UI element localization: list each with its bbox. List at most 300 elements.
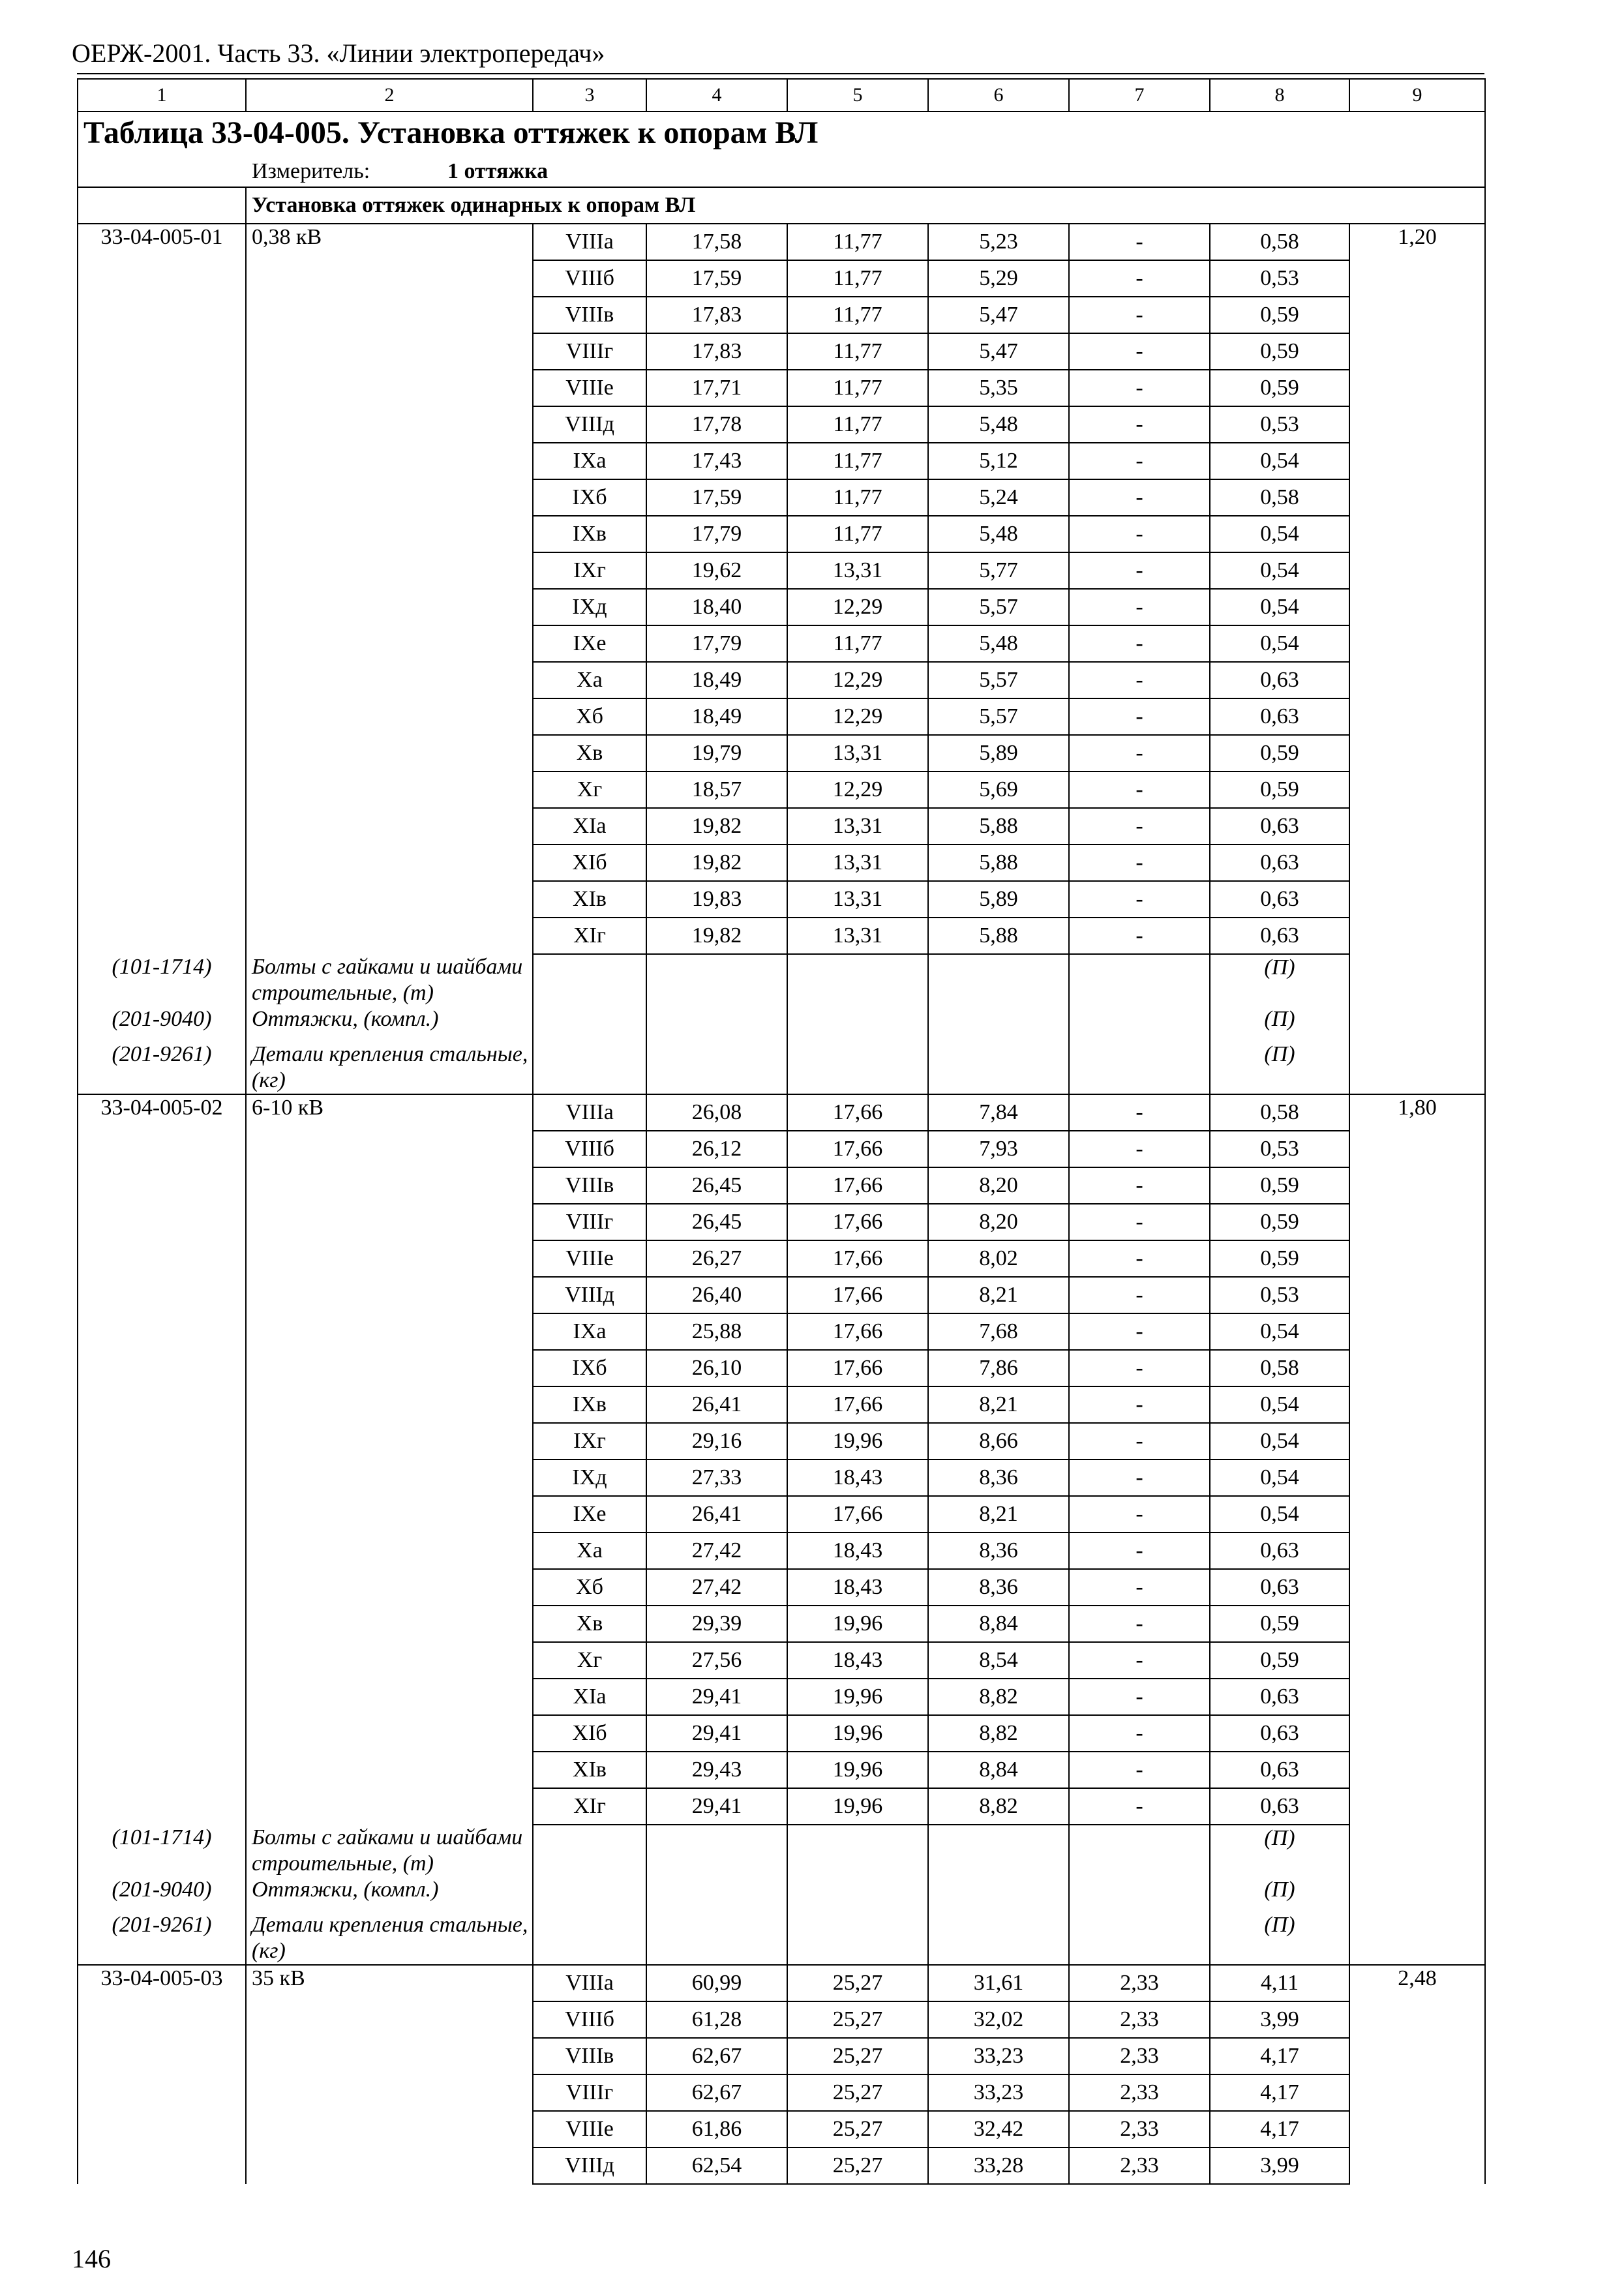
- value-cell: -: [1069, 1606, 1210, 1642]
- value-cell: 0,54: [1210, 1386, 1349, 1423]
- column-number: 2: [246, 79, 533, 112]
- empty-cell: [1069, 1877, 1210, 1912]
- ground-category: VIIIг: [533, 2074, 646, 2111]
- measure-cell: [78, 157, 1485, 187]
- value-cell: 18,49: [646, 698, 787, 735]
- empty-cell: [533, 1825, 646, 1877]
- value-cell: 8,21: [928, 1277, 1069, 1313]
- empty-cell: [928, 1877, 1069, 1912]
- value-cell: 19,82: [646, 845, 787, 881]
- value-cell: 12,29: [787, 662, 928, 698]
- value-cell: 0,63: [1210, 698, 1349, 735]
- value-cell: 0,63: [1210, 845, 1349, 881]
- value-cell: 8,82: [928, 1679, 1069, 1715]
- value-cell: 25,88: [646, 1313, 787, 1350]
- value-cell: 11,77: [787, 224, 928, 260]
- value-cell: -: [1069, 516, 1210, 552]
- value-cell: -: [1069, 1350, 1210, 1386]
- ground-category: XIв: [533, 881, 646, 918]
- value-cell: 11,77: [787, 333, 928, 370]
- value-cell: 0,63: [1210, 1715, 1349, 1752]
- value-cell: 0,63: [1210, 662, 1349, 698]
- value-cell: 4,17: [1210, 2111, 1349, 2147]
- section-row: [78, 187, 1485, 224]
- value-cell: 0,59: [1210, 1240, 1349, 1277]
- value-cell: 60,99: [646, 1965, 787, 2001]
- value-cell: 17,78: [646, 406, 787, 443]
- measure-row: [78, 157, 1485, 187]
- value-cell: -: [1069, 735, 1210, 771]
- value-cell: 8,21: [928, 1386, 1069, 1423]
- resource-row: [78, 1006, 1485, 1041]
- value-cell: 11,77: [787, 297, 928, 333]
- ground-category: VIIIг: [533, 333, 646, 370]
- empty-cell: [1069, 1006, 1210, 1041]
- value-cell: 5,47: [928, 297, 1069, 333]
- resource-code: (201-9040): [78, 1877, 246, 1912]
- data-row: [78, 1094, 1485, 1131]
- column-number: 6: [928, 79, 1069, 112]
- value-cell: 26,12: [646, 1131, 787, 1167]
- value-cell: -: [1069, 370, 1210, 406]
- value-cell: -: [1069, 297, 1210, 333]
- col9-value: 1,20: [1349, 224, 1485, 1094]
- empty-cell: [646, 1041, 787, 1094]
- value-cell: 0,63: [1210, 881, 1349, 918]
- ground-category: IXб: [533, 479, 646, 516]
- value-cell: 17,83: [646, 297, 787, 333]
- value-cell: -: [1069, 333, 1210, 370]
- resource-name: Детали крепления стальные, (кг): [246, 1912, 533, 1965]
- ground-category: Xб: [533, 1569, 646, 1606]
- ground-category: VIIIв: [533, 1167, 646, 1204]
- resource-code: (201-9040): [78, 1006, 246, 1041]
- value-cell: 0,59: [1210, 1204, 1349, 1240]
- empty-cell: [1069, 954, 1210, 1006]
- value-cell: 33,28: [928, 2147, 1069, 2184]
- value-cell: -: [1069, 1752, 1210, 1788]
- value-cell: 13,31: [787, 845, 928, 881]
- value-cell: 17,66: [787, 1496, 928, 1533]
- value-cell: 11,77: [787, 406, 928, 443]
- value-cell: 12,29: [787, 589, 928, 625]
- value-cell: 29,41: [646, 1715, 787, 1752]
- value-cell: -: [1069, 260, 1210, 297]
- column-number: 4: [646, 79, 787, 112]
- value-cell: -: [1069, 443, 1210, 479]
- resource-value: (П): [1210, 1825, 1349, 1877]
- value-cell: 19,96: [787, 1606, 928, 1642]
- ground-category: VIIIб: [533, 260, 646, 297]
- value-cell: -: [1069, 918, 1210, 954]
- value-cell: 5,57: [928, 662, 1069, 698]
- value-cell: 0,59: [1210, 333, 1349, 370]
- value-cell: 17,59: [646, 479, 787, 516]
- value-cell: 26,08: [646, 1094, 787, 1131]
- value-cell: 17,43: [646, 443, 787, 479]
- resource-name: Оттяжки, (компл.): [246, 1006, 533, 1041]
- value-cell: 5,48: [928, 516, 1069, 552]
- value-cell: 0,63: [1210, 1679, 1349, 1715]
- value-cell: 11,77: [787, 516, 928, 552]
- running-header: ОЕРЖ-2001. Часть 33. «Линии электропередач»: [72, 38, 605, 68]
- data-row: [78, 224, 1485, 260]
- ground-category: VIIIв: [533, 297, 646, 333]
- value-cell: 8,20: [928, 1204, 1069, 1240]
- value-cell: 0,54: [1210, 589, 1349, 625]
- value-cell: 0,54: [1210, 1313, 1349, 1350]
- value-cell: 29,39: [646, 1606, 787, 1642]
- value-cell: -: [1069, 808, 1210, 845]
- ground-category: Xв: [533, 1606, 646, 1642]
- resource-code: (101-1714): [78, 1825, 246, 1877]
- resource-row: [78, 1825, 1485, 1877]
- value-cell: 5,24: [928, 479, 1069, 516]
- value-cell: 19,96: [787, 1679, 928, 1715]
- value-cell: 19,96: [787, 1715, 928, 1752]
- ground-category: Xг: [533, 1642, 646, 1679]
- value-cell: 0,54: [1210, 516, 1349, 552]
- ground-category: IXв: [533, 516, 646, 552]
- section-title: Установка оттяжек одинарных к опорам ВЛ: [246, 187, 1485, 224]
- value-cell: 19,83: [646, 881, 787, 918]
- value-cell: 8,36: [928, 1569, 1069, 1606]
- value-cell: 29,41: [646, 1679, 787, 1715]
- value-cell: 8,54: [928, 1642, 1069, 1679]
- resource-value: (П): [1210, 1877, 1349, 1912]
- col9-value: 1,80: [1349, 1094, 1485, 1965]
- ground-category: XIв: [533, 1752, 646, 1788]
- value-cell: 62,67: [646, 2074, 787, 2111]
- empty-cell: [533, 1877, 646, 1912]
- value-cell: 0,59: [1210, 735, 1349, 771]
- value-cell: 17,66: [787, 1131, 928, 1167]
- value-cell: 7,68: [928, 1313, 1069, 1350]
- resource-name: Болты с гайками и шайбами строительные, (т): [246, 1825, 533, 1877]
- value-cell: 18,43: [787, 1533, 928, 1569]
- value-cell: 3,99: [1210, 2001, 1349, 2038]
- ground-category: VIIIд: [533, 406, 646, 443]
- value-cell: 26,45: [646, 1167, 787, 1204]
- value-cell: 26,40: [646, 1277, 787, 1313]
- value-cell: 19,82: [646, 918, 787, 954]
- value-cell: -: [1069, 552, 1210, 589]
- value-cell: 13,31: [787, 552, 928, 589]
- ground-category: VIIIа: [533, 1094, 646, 1131]
- value-cell: 17,66: [787, 1386, 928, 1423]
- rate-code: 33-04-005-01: [78, 224, 246, 954]
- resource-name: Оттяжки, (компл.): [246, 1877, 533, 1912]
- value-cell: 0,63: [1210, 1533, 1349, 1569]
- value-cell: -: [1069, 1386, 1210, 1423]
- value-cell: 2,33: [1069, 2111, 1210, 2147]
- page-number: 146: [72, 2244, 111, 2273]
- value-cell: 0,54: [1210, 625, 1349, 662]
- value-cell: 2,33: [1069, 2074, 1210, 2111]
- value-cell: 12,29: [787, 698, 928, 735]
- value-cell: 29,16: [646, 1423, 787, 1459]
- value-cell: -: [1069, 881, 1210, 918]
- ground-category: IXа: [533, 443, 646, 479]
- value-cell: 13,31: [787, 918, 928, 954]
- value-cell: -: [1069, 1277, 1210, 1313]
- value-cell: 5,35: [928, 370, 1069, 406]
- ground-category: XIг: [533, 918, 646, 954]
- value-cell: -: [1069, 771, 1210, 808]
- value-cell: -: [1069, 1094, 1210, 1131]
- value-cell: -: [1069, 1204, 1210, 1240]
- ground-category: Xа: [533, 662, 646, 698]
- value-cell: -: [1069, 1788, 1210, 1825]
- value-cell: 5,69: [928, 771, 1069, 808]
- value-cell: 0,59: [1210, 297, 1349, 333]
- value-cell: 27,33: [646, 1459, 787, 1496]
- value-cell: 26,45: [646, 1204, 787, 1240]
- header-rule: [77, 73, 1484, 74]
- empty-cell: [1069, 1912, 1210, 1965]
- value-cell: -: [1069, 1423, 1210, 1459]
- resource-value: (П): [1210, 1912, 1349, 1965]
- value-cell: -: [1069, 1167, 1210, 1204]
- value-cell: 8,84: [928, 1606, 1069, 1642]
- value-cell: 62,67: [646, 2038, 787, 2074]
- ground-category: VIIIб: [533, 2001, 646, 2038]
- col9-value: 2,48: [1349, 1965, 1485, 2184]
- value-cell: 19,96: [787, 1788, 928, 1825]
- value-cell: 5,88: [928, 918, 1069, 954]
- value-cell: 27,42: [646, 1569, 787, 1606]
- value-cell: 0,53: [1210, 406, 1349, 443]
- value-cell: -: [1069, 845, 1210, 881]
- value-cell: 17,66: [787, 1277, 928, 1313]
- resource-value: (П): [1210, 954, 1349, 1006]
- value-cell: 11,77: [787, 625, 928, 662]
- value-cell: 19,62: [646, 552, 787, 589]
- empty-cell: [646, 1877, 787, 1912]
- value-cell: 0,59: [1210, 370, 1349, 406]
- value-cell: -: [1069, 1131, 1210, 1167]
- measure-value: 1 оттяжка: [447, 159, 549, 183]
- resource-row: [78, 1912, 1485, 1965]
- ground-category: Xг: [533, 771, 646, 808]
- ground-category: XIб: [533, 845, 646, 881]
- value-cell: 0,53: [1210, 1131, 1349, 1167]
- value-cell: -: [1069, 224, 1210, 260]
- resource-value: (П): [1210, 1006, 1349, 1041]
- resource-name: Болты с гайками и шайбами строительные, (т): [246, 954, 533, 1006]
- value-cell: 18,43: [787, 1642, 928, 1679]
- resource-code: (201-9261): [78, 1912, 246, 1965]
- value-cell: 5,77: [928, 552, 1069, 589]
- value-cell: 2,33: [1069, 2147, 1210, 2184]
- rate-name: 6-10 кВ: [246, 1094, 533, 1825]
- ground-category: Xв: [533, 735, 646, 771]
- value-cell: 0,58: [1210, 479, 1349, 516]
- ground-category: Xа: [533, 1533, 646, 1569]
- empty-cell: [787, 1825, 928, 1877]
- value-cell: 0,53: [1210, 1277, 1349, 1313]
- value-cell: -: [1069, 479, 1210, 516]
- empty-cell: [787, 1006, 928, 1041]
- table-cell: [78, 187, 246, 224]
- value-cell: 5,89: [928, 735, 1069, 771]
- ground-category: IXа: [533, 1313, 646, 1350]
- value-cell: 33,23: [928, 2038, 1069, 2074]
- column-number: 3: [533, 79, 646, 112]
- ground-category: IXб: [533, 1350, 646, 1386]
- value-cell: 0,63: [1210, 1788, 1349, 1825]
- value-cell: 17,79: [646, 625, 787, 662]
- value-cell: 0,59: [1210, 1606, 1349, 1642]
- value-cell: 17,79: [646, 516, 787, 552]
- value-cell: 7,93: [928, 1131, 1069, 1167]
- value-cell: 11,77: [787, 479, 928, 516]
- resource-row: [78, 1877, 1485, 1912]
- value-cell: 8,82: [928, 1715, 1069, 1752]
- empty-cell: [533, 1041, 646, 1094]
- ground-category: VIIIд: [533, 1277, 646, 1313]
- value-cell: 17,66: [787, 1313, 928, 1350]
- empty-cell: [646, 1006, 787, 1041]
- value-cell: 17,58: [646, 224, 787, 260]
- value-cell: 0,63: [1210, 1752, 1349, 1788]
- value-cell: 8,82: [928, 1788, 1069, 1825]
- value-cell: 0,58: [1210, 224, 1349, 260]
- value-cell: 8,21: [928, 1496, 1069, 1533]
- value-cell: -: [1069, 589, 1210, 625]
- value-cell: 0,58: [1210, 1094, 1349, 1131]
- value-cell: -: [1069, 698, 1210, 735]
- value-cell: 29,41: [646, 1788, 787, 1825]
- value-cell: 5,23: [928, 224, 1069, 260]
- empty-cell: [928, 1006, 1069, 1041]
- value-cell: 25,27: [787, 2147, 928, 2184]
- value-cell: 13,31: [787, 808, 928, 845]
- empty-cell: [787, 954, 928, 1006]
- ground-category: VIIIе: [533, 1240, 646, 1277]
- value-cell: 25,27: [787, 2111, 928, 2147]
- value-cell: -: [1069, 1459, 1210, 1496]
- empty-cell: [787, 1041, 928, 1094]
- value-cell: 5,48: [928, 406, 1069, 443]
- value-cell: 5,12: [928, 443, 1069, 479]
- rate-name: 0,38 кВ: [246, 224, 533, 954]
- value-cell: -: [1069, 1715, 1210, 1752]
- value-cell: 18,43: [787, 1459, 928, 1496]
- empty-cell: [646, 1912, 787, 1965]
- empty-cell: [928, 1825, 1069, 1877]
- value-cell: 0,59: [1210, 1167, 1349, 1204]
- value-cell: 25,27: [787, 2038, 928, 2074]
- value-cell: 11,77: [787, 260, 928, 297]
- value-cell: -: [1069, 1642, 1210, 1679]
- table-title-row: [78, 112, 1485, 157]
- value-cell: 19,96: [787, 1752, 928, 1788]
- rate-code: 33-04-005-02: [78, 1094, 246, 1825]
- value-cell: -: [1069, 1533, 1210, 1569]
- value-cell: 0,54: [1210, 443, 1349, 479]
- value-cell: 32,02: [928, 2001, 1069, 2038]
- empty-cell: [533, 1912, 646, 1965]
- ground-category: VIIIб: [533, 1131, 646, 1167]
- value-cell: 17,66: [787, 1240, 928, 1277]
- value-cell: 32,42: [928, 2111, 1069, 2147]
- value-cell: 61,28: [646, 2001, 787, 2038]
- ground-category: IXг: [533, 1423, 646, 1459]
- empty-cell: [646, 1825, 787, 1877]
- value-cell: 62,54: [646, 2147, 787, 2184]
- column-number: 7: [1069, 79, 1210, 112]
- value-cell: 2,33: [1069, 2001, 1210, 2038]
- ground-category: VIIIа: [533, 1965, 646, 2001]
- value-cell: 11,77: [787, 370, 928, 406]
- value-cell: 5,57: [928, 589, 1069, 625]
- empty-cell: [1069, 1825, 1210, 1877]
- ground-category: XIа: [533, 808, 646, 845]
- value-cell: -: [1069, 625, 1210, 662]
- value-cell: 0,58: [1210, 1350, 1349, 1386]
- value-cell: 0,59: [1210, 1642, 1349, 1679]
- value-cell: 25,27: [787, 2074, 928, 2111]
- value-cell: 18,40: [646, 589, 787, 625]
- norms-table: [77, 78, 1486, 2185]
- column-number: 5: [787, 79, 928, 112]
- empty-cell: [928, 1041, 1069, 1094]
- value-cell: 11,77: [787, 443, 928, 479]
- empty-cell: [646, 954, 787, 1006]
- value-cell: 0,63: [1210, 808, 1349, 845]
- value-cell: 33,23: [928, 2074, 1069, 2111]
- value-cell: 2,33: [1069, 1965, 1210, 2001]
- value-cell: 4,11: [1210, 1965, 1349, 2001]
- value-cell: 8,84: [928, 1752, 1069, 1788]
- ground-category: IXг: [533, 552, 646, 589]
- value-cell: 26,10: [646, 1350, 787, 1386]
- value-cell: 26,41: [646, 1496, 787, 1533]
- value-cell: 25,27: [787, 2001, 928, 2038]
- empty-cell: [787, 1877, 928, 1912]
- resource-code: (201-9261): [78, 1041, 246, 1094]
- measure-label: Измеритель:: [252, 159, 370, 183]
- ground-category: VIIIе: [533, 370, 646, 406]
- value-cell: 18,57: [646, 771, 787, 808]
- value-cell: 8,36: [928, 1459, 1069, 1496]
- value-cell: 29,43: [646, 1752, 787, 1788]
- value-cell: 5,88: [928, 808, 1069, 845]
- value-cell: 31,61: [928, 1965, 1069, 2001]
- table-title: Таблица 33-04-005. Установка оттяжек к опорам ВЛ: [78, 112, 1485, 157]
- value-cell: 26,41: [646, 1386, 787, 1423]
- ground-category: XIг: [533, 1788, 646, 1825]
- value-cell: 4,17: [1210, 2038, 1349, 2074]
- value-cell: 17,66: [787, 1350, 928, 1386]
- value-cell: 0,53: [1210, 260, 1349, 297]
- ground-category: VIIIд: [533, 2147, 646, 2184]
- value-cell: 5,48: [928, 625, 1069, 662]
- column-number: 9: [1349, 79, 1485, 112]
- value-cell: 0,59: [1210, 771, 1349, 808]
- ground-category: IXв: [533, 1386, 646, 1423]
- rate-name: 35 кВ: [246, 1965, 533, 2184]
- value-cell: 61,86: [646, 2111, 787, 2147]
- value-cell: 17,66: [787, 1167, 928, 1204]
- empty-cell: [787, 1912, 928, 1965]
- value-cell: 25,27: [787, 1965, 928, 2001]
- value-cell: 0,54: [1210, 1423, 1349, 1459]
- value-cell: 5,29: [928, 260, 1069, 297]
- value-cell: 0,63: [1210, 918, 1349, 954]
- value-cell: 8,36: [928, 1533, 1069, 1569]
